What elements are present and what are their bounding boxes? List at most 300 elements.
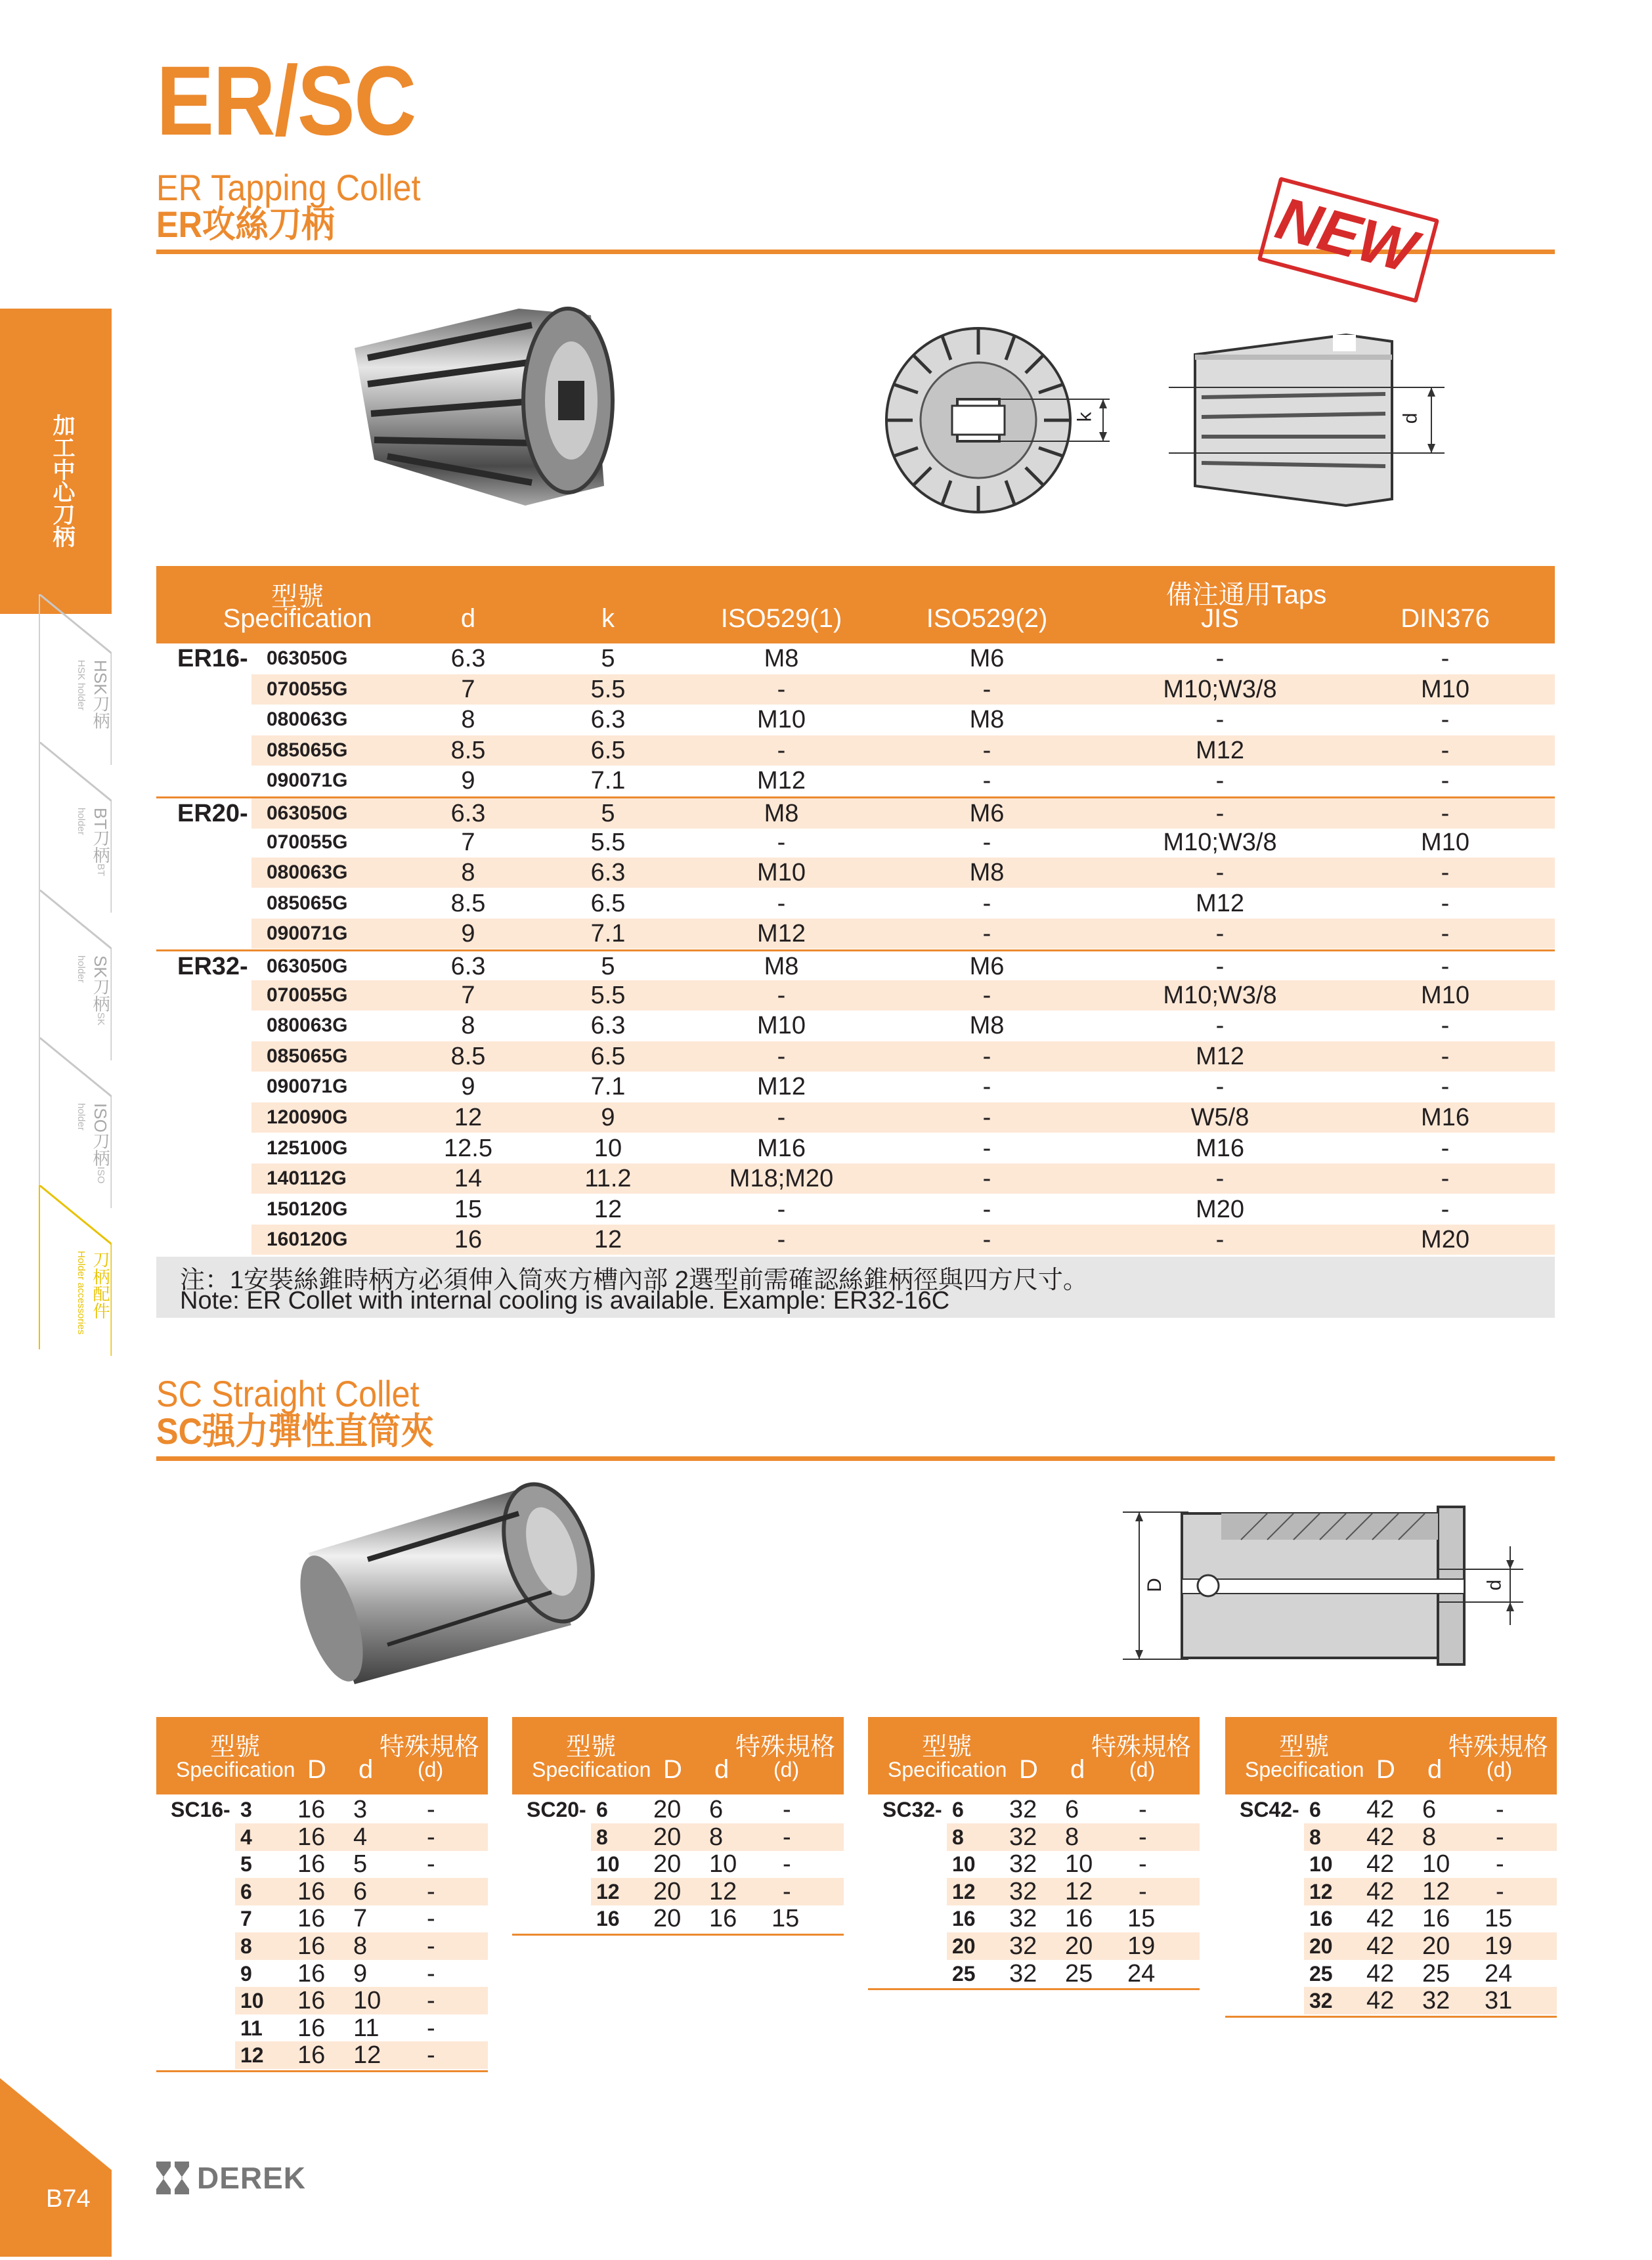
header-model-cn: 型號	[922, 1733, 972, 1761]
jis-cell: -	[1215, 859, 1225, 887]
d-cell: 8	[709, 1823, 724, 1851]
d-cell: 6.3	[450, 800, 486, 827]
D-cell: 42	[1366, 1796, 1395, 1823]
series-label: SC16-	[171, 1798, 230, 1821]
series-label: ER16-	[177, 645, 248, 672]
D-cell: 16	[297, 1850, 326, 1879]
sidebar-tab-label: SK刀柄	[91, 955, 110, 1012]
d-cell: 10	[353, 1987, 381, 2015]
sidebar-tab-2[interactable]	[0, 890, 112, 1041]
model-cell: 16	[1309, 1907, 1333, 1931]
special-cell: -	[1139, 1796, 1147, 1823]
iso2-cell: -	[982, 981, 991, 1009]
model-cell: 7	[240, 1907, 252, 1931]
special-cell: 24	[1127, 1959, 1156, 1988]
table-row	[156, 1194, 1555, 1225]
table-row	[156, 858, 1555, 888]
din-cell: -	[1441, 1042, 1450, 1070]
din-cell: -	[1441, 859, 1450, 887]
table-row	[1225, 1850, 1557, 1878]
model-cell: 20	[1309, 1934, 1333, 1958]
model-cell: 063050G	[267, 955, 348, 977]
k-cell: 7.1	[590, 1073, 626, 1101]
D-cell: 16	[297, 1877, 326, 1905]
table-row	[156, 888, 1555, 919]
series-label: SC20-	[527, 1798, 586, 1821]
iso2-cell: -	[982, 920, 991, 948]
special-cell: -	[427, 1987, 435, 2015]
series-label: SC32-	[882, 1798, 942, 1821]
d-cell: 9	[353, 1959, 368, 1988]
k-cell: 5	[601, 645, 615, 672]
model-cell: 063050G	[267, 647, 348, 669]
special-cell: -	[1139, 1877, 1147, 1905]
new-badge-text: NEW	[1269, 185, 1424, 286]
table-row	[156, 735, 1555, 766]
model-cell: 070055G	[267, 984, 348, 1006]
page-corner-tab	[0, 2078, 112, 2257]
D-cell: 16	[297, 1823, 326, 1851]
iso2-cell: M6	[969, 953, 1005, 980]
sc-collet-photo	[295, 1474, 624, 1691]
special-cell: -	[783, 1877, 791, 1905]
d-cell: 8	[461, 859, 475, 887]
iso2-cell: -	[982, 1042, 991, 1070]
k-dimension-label: k	[1074, 412, 1096, 422]
row-band	[251, 1194, 1555, 1225]
iso2-cell: -	[982, 828, 991, 856]
d-cell: 10	[1422, 1850, 1450, 1879]
din-cell: -	[1441, 1195, 1450, 1223]
er-side-view-diagram	[1156, 322, 1451, 519]
D-dimension-label: D	[1143, 1578, 1165, 1592]
special-cell: -	[1496, 1850, 1504, 1879]
din-cell: -	[1441, 920, 1450, 948]
er-end-view-diagram	[867, 322, 1116, 538]
k-cell: 6.5	[590, 736, 626, 764]
d-cell: 6.3	[450, 645, 486, 672]
sc-table-header	[156, 1717, 488, 1794]
iso2-cell: -	[982, 767, 991, 795]
table-row	[156, 1010, 1555, 1041]
k-cell: 12	[594, 1195, 622, 1223]
model-cell: 070055G	[267, 831, 348, 853]
jis-cell: M10;W3/8	[1163, 981, 1277, 1009]
special-cell: -	[1139, 1850, 1147, 1879]
d-cell: 6	[353, 1877, 368, 1905]
D-cell: 16	[297, 1959, 326, 1988]
model-cell: 25	[1309, 1961, 1333, 1986]
din-cell: -	[1441, 953, 1450, 980]
model-cell: 12	[1309, 1879, 1333, 1903]
k-cell: 5.5	[590, 675, 626, 703]
d-cell: 9	[461, 920, 475, 948]
iso2-cell: M8	[969, 1012, 1005, 1040]
header-model-en: Specification	[532, 1758, 651, 1781]
iso2-cell: -	[982, 1134, 991, 1162]
header-special-en: (d)	[773, 1758, 800, 1781]
d-cell: 25	[1065, 1959, 1093, 1988]
jis-cell: -	[1215, 1226, 1225, 1254]
jis-cell: -	[1215, 767, 1225, 795]
table-row	[156, 1905, 488, 1932]
jis-cell: -	[1215, 800, 1225, 827]
special-cell: 15	[772, 1905, 800, 1933]
d-cell: 8	[461, 706, 475, 734]
table-row	[156, 1072, 1555, 1102]
header-iso1: ISO529(1)	[720, 604, 842, 633]
sc-section-diagram	[1110, 1494, 1530, 1678]
jis-cell: M16	[1196, 1134, 1244, 1162]
note-en: Note: ER Collet with internal cooling is available. Example: ER32-16C	[180, 1287, 950, 1315]
d-cell: 16	[1422, 1905, 1450, 1933]
model-cell: 085065G	[267, 892, 348, 914]
header-model-cn: 型號	[1279, 1733, 1330, 1761]
table-row	[512, 1850, 844, 1878]
sidebar-tab-0[interactable]	[0, 594, 112, 745]
header-special-en: (d)	[1129, 1758, 1156, 1781]
iso1-cell: -	[777, 1104, 786, 1131]
header-special-en: (d)	[1487, 1758, 1513, 1781]
special-cell: -	[427, 1823, 435, 1851]
table-row	[156, 1163, 1555, 1194]
table-row	[868, 1796, 1200, 1823]
model-cell: 10	[952, 1852, 976, 1877]
d-dimension-label: d	[1399, 412, 1422, 424]
table-row	[156, 980, 1555, 1010]
special-cell: -	[427, 2014, 435, 2042]
D-cell: 42	[1366, 1850, 1395, 1879]
D-cell: 20	[653, 1905, 682, 1933]
row-band	[251, 1163, 1555, 1194]
d-cell: 8	[1065, 1823, 1079, 1851]
special-cell: 31	[1485, 1987, 1513, 2015]
iso1-cell: M8	[764, 953, 799, 980]
sidebar-tab-label: ISO刀柄	[91, 1103, 110, 1167]
table-row	[868, 1850, 1200, 1878]
special-cell: 24	[1485, 1959, 1513, 1988]
D-cell: 42	[1366, 1959, 1395, 1988]
iso1-cell: M10	[757, 706, 806, 734]
row-band	[251, 766, 1555, 796]
d-cell: 6	[1422, 1796, 1437, 1823]
din-cell: -	[1441, 706, 1450, 734]
special-cell: 15	[1127, 1905, 1156, 1933]
special-cell: -	[427, 1850, 435, 1879]
page-title: ER/SC	[156, 45, 416, 156]
sidebar-tab-label: BT刀柄	[91, 808, 110, 864]
d-cell: 6.3	[450, 953, 486, 980]
d-cell: 16	[709, 1905, 737, 1933]
header-special-cn: 特殊規格	[735, 1733, 836, 1761]
D-cell: 32	[1009, 1959, 1037, 1988]
iso1-cell: -	[777, 1226, 786, 1254]
table-row	[512, 1878, 844, 1905]
D-cell: 32	[1009, 1850, 1037, 1879]
table-row	[156, 1225, 1555, 1255]
model-cell: 3	[240, 1798, 252, 1821]
model-cell: 10	[240, 1989, 264, 2013]
iso1-cell: M8	[764, 645, 799, 672]
d-cell: 7	[461, 828, 475, 856]
k-cell: 5.5	[590, 828, 626, 856]
row-band	[251, 919, 1555, 949]
table-row	[156, 674, 1555, 705]
header-D: D	[1376, 1755, 1395, 1784]
d-cell: 5	[353, 1850, 368, 1879]
series-label: ER32-	[177, 953, 248, 980]
sc-table-bottom-rule	[1225, 2016, 1557, 2018]
model-cell: 9	[240, 1961, 252, 1986]
table-row	[156, 1878, 488, 1905]
header-taps-group: 備注通用Taps	[1165, 580, 1327, 609]
d-cell: 16	[454, 1226, 483, 1254]
din-cell: M20	[1421, 1226, 1469, 1254]
table-row	[868, 1878, 1200, 1905]
sidebar-tab-label: HSK刀柄	[91, 660, 110, 729]
table-row	[156, 919, 1555, 949]
D-cell: 16	[297, 1796, 326, 1823]
k-cell: 7.1	[590, 767, 626, 795]
d-cell: 8	[1422, 1823, 1437, 1851]
sc-section-title-en: SC Straight Collet	[156, 1373, 420, 1414]
model-cell: 085065G	[267, 739, 348, 761]
sidebar-tab-4[interactable]	[0, 1185, 112, 1336]
sidebar-tab-3[interactable]	[0, 1037, 112, 1188]
model-cell: 32	[1309, 1989, 1333, 2013]
sc-table-header	[512, 1717, 844, 1794]
model-cell: 12	[240, 2043, 264, 2068]
sidebar-tab-sublabel: HSK holder	[75, 660, 87, 710]
row-band	[251, 1225, 1555, 1255]
k-cell: 7.1	[590, 920, 626, 948]
model-cell: 16	[596, 1907, 620, 1931]
table-row	[868, 1960, 1200, 1988]
table-row	[1225, 1905, 1557, 1932]
row-band	[251, 674, 1555, 705]
special-cell: -	[427, 1959, 435, 1988]
sc-d-dimension-label: d	[1483, 1579, 1506, 1591]
row-band	[251, 951, 1555, 982]
sidebar-active-label: 加工中心刀柄	[49, 414, 74, 548]
table-row	[512, 1796, 844, 1823]
model-cell: 8	[952, 1825, 964, 1849]
k-cell: 10	[594, 1134, 622, 1162]
jis-cell: M12	[1196, 1042, 1244, 1070]
special-cell: 19	[1485, 1932, 1513, 1960]
er-section-title-cn: ER攻絲刀柄	[156, 204, 335, 245]
model-cell: 140112G	[267, 1167, 347, 1190]
iso1-cell: M10	[757, 1012, 806, 1040]
special-cell: 19	[1127, 1932, 1156, 1960]
d-cell: 12	[1422, 1877, 1450, 1905]
sidebar-tab-label: 刀柄配件	[91, 1251, 110, 1319]
row-band	[251, 1072, 1555, 1102]
model-cell: 080063G	[267, 708, 348, 731]
din-cell: M16	[1421, 1104, 1469, 1131]
din-cell: -	[1441, 645, 1450, 672]
model-cell: 8	[240, 1934, 252, 1958]
iso2-cell: -	[982, 675, 991, 703]
D-cell: 16	[297, 1905, 326, 1933]
D-cell: 20	[653, 1823, 682, 1851]
table-row	[156, 1987, 488, 2014]
iso1-cell: M12	[757, 767, 806, 795]
d-cell: 16	[1065, 1905, 1093, 1933]
header-special-en: (d)	[418, 1758, 444, 1781]
sidebar-tab-1[interactable]	[0, 742, 112, 893]
sc-table-bottom-rule	[512, 1934, 844, 1936]
jis-cell: -	[1215, 1165, 1225, 1193]
iso1-cell: -	[777, 1195, 786, 1223]
D-cell: 32	[1009, 1877, 1037, 1905]
table-row	[156, 2041, 488, 2069]
iso1-cell: -	[777, 736, 786, 764]
d-cell: 8	[353, 1932, 368, 1960]
iso1-cell: M16	[757, 1134, 806, 1162]
special-cell: -	[427, 1905, 435, 1933]
d-cell: 9	[461, 767, 475, 795]
model-cell: 080063G	[267, 861, 348, 884]
special-cell: -	[783, 1850, 791, 1879]
special-cell: 15	[1485, 1905, 1513, 1933]
table-row	[156, 2014, 488, 2042]
iso2-cell: M8	[969, 706, 1005, 734]
din-cell: -	[1441, 1012, 1450, 1040]
k-cell: 5.5	[590, 981, 626, 1009]
table-row	[512, 1905, 844, 1932]
sidebar-tab-sublabel: Holder accessories	[75, 1251, 87, 1335]
din-cell: M10	[1421, 675, 1469, 703]
D-cell: 32	[1009, 1796, 1037, 1823]
k-cell: 5	[601, 953, 615, 980]
jis-cell: M20	[1196, 1195, 1244, 1223]
table-row	[156, 949, 1555, 982]
model-cell: 063050G	[267, 802, 348, 824]
header-model-cn: 型號	[210, 1733, 261, 1761]
derek-logo-icon	[156, 2162, 189, 2194]
row-band	[251, 888, 1555, 919]
d-cell: 14	[454, 1165, 483, 1193]
iso2-cell: -	[982, 736, 991, 764]
D-cell: 42	[1366, 1877, 1395, 1905]
model-cell: 10	[596, 1852, 620, 1877]
k-cell: 11.2	[584, 1165, 632, 1193]
D-cell: 32	[1009, 1905, 1037, 1933]
D-cell: 20	[653, 1796, 682, 1823]
model-cell: 090071G	[267, 923, 348, 945]
jis-cell: -	[1215, 953, 1225, 980]
header-k: k	[601, 604, 615, 633]
din-cell: M10	[1421, 981, 1469, 1009]
iso2-cell: -	[982, 1226, 991, 1254]
sc-table-bottom-rule	[868, 1988, 1200, 1990]
table-row	[1225, 1932, 1557, 1960]
d-cell: 12	[1065, 1877, 1093, 1905]
special-cell: -	[427, 1877, 435, 1905]
D-cell: 20	[653, 1850, 682, 1879]
k-cell: 12	[594, 1226, 622, 1254]
d-cell: 25	[1422, 1959, 1450, 1988]
jis-cell: -	[1215, 706, 1225, 734]
k-cell: 9	[601, 1104, 615, 1131]
jis-cell: -	[1215, 645, 1225, 672]
d-cell: 11	[353, 2014, 380, 2042]
table-row	[156, 1041, 1555, 1072]
row-band	[251, 798, 1555, 829]
new-badge	[1254, 177, 1445, 316]
din-cell: -	[1441, 1073, 1450, 1101]
d-cell: 4	[353, 1823, 368, 1851]
sc-section-rule	[156, 1456, 1555, 1461]
jis-cell: -	[1215, 920, 1225, 948]
model-cell: 4	[240, 1825, 252, 1849]
D-cell: 42	[1366, 1932, 1395, 1960]
model-cell: 070055G	[267, 678, 348, 700]
iso1-cell: -	[777, 675, 786, 703]
table-row	[1225, 1796, 1557, 1823]
model-cell: 160120G	[267, 1228, 348, 1251]
table-row	[156, 1960, 488, 1988]
table-row	[156, 1796, 488, 1823]
special-cell: -	[1496, 1796, 1504, 1823]
iso1-cell: -	[777, 981, 786, 1009]
d-cell: 10	[1065, 1850, 1093, 1879]
model-cell: 125100G	[267, 1137, 348, 1159]
model-cell: 10	[1309, 1852, 1333, 1877]
row-band	[251, 980, 1555, 1010]
row-band	[251, 735, 1555, 766]
d-cell: 12	[353, 2041, 381, 2070]
series-label: SC42-	[1240, 1798, 1299, 1821]
model-cell: 8	[596, 1825, 608, 1849]
model-cell: 12	[596, 1879, 620, 1903]
model-cell: 090071G	[267, 1076, 348, 1098]
d-cell: 6	[1065, 1796, 1079, 1823]
jis-cell: W5/8	[1190, 1104, 1250, 1131]
sc-table-header	[1225, 1717, 1557, 1794]
row-band	[251, 1102, 1555, 1133]
din-cell: M10	[1421, 828, 1469, 856]
D-cell: 16	[297, 1987, 326, 2015]
header-D: D	[307, 1755, 326, 1784]
header-d: d	[1070, 1755, 1085, 1784]
model-cell: 6	[952, 1798, 964, 1821]
table-row	[1225, 1823, 1557, 1851]
jis-cell: M10;W3/8	[1163, 675, 1277, 703]
iso2-cell: -	[982, 1165, 991, 1193]
table-row	[1225, 1878, 1557, 1905]
special-cell: -	[1139, 1823, 1147, 1851]
model-cell: 11	[240, 2016, 263, 2040]
k-cell: 6.3	[590, 859, 626, 887]
k-cell: 6.3	[590, 1012, 626, 1040]
d-cell: 8.5	[450, 1042, 486, 1070]
din-cell: -	[1441, 1165, 1450, 1193]
model-cell: 20	[952, 1934, 976, 1958]
sc-table-bottom-rule	[156, 2070, 488, 2072]
header-d: d	[460, 604, 476, 633]
D-cell: 42	[1366, 1987, 1395, 2015]
jis-cell: -	[1215, 1073, 1225, 1101]
iso1-cell: M10	[757, 859, 806, 887]
special-cell: -	[783, 1823, 791, 1851]
header-special-cn: 特殊規格	[1091, 1733, 1192, 1761]
model-cell: 6	[1309, 1798, 1321, 1821]
row-band	[251, 1010, 1555, 1041]
table-row	[1225, 1987, 1557, 2014]
d-cell: 8.5	[450, 736, 486, 764]
